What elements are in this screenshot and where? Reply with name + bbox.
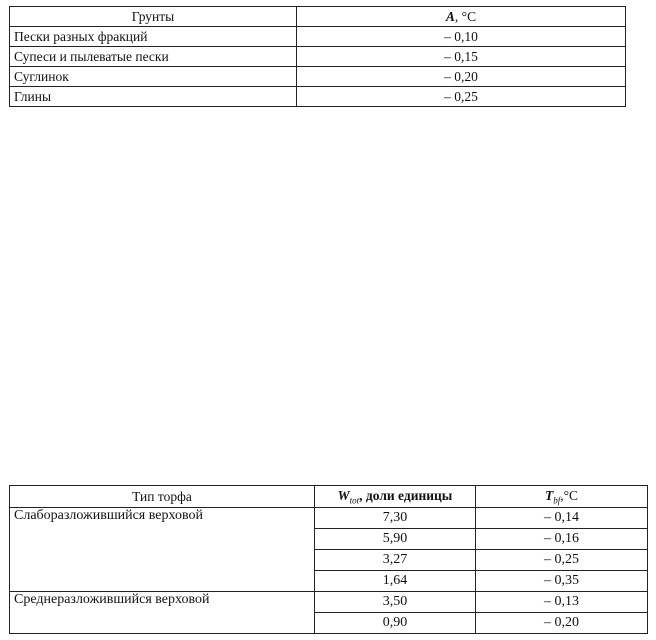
peat-t-value: – 0,25	[476, 550, 648, 571]
soil-value: – 0,25	[297, 87, 626, 107]
header-a	[297, 7, 626, 27]
table-header-row	[10, 7, 626, 27]
table-header-row	[10, 486, 648, 508]
peat-w-value: 0,90	[315, 613, 476, 634]
table-row	[10, 67, 626, 87]
header-t-subscript: bf	[553, 495, 561, 506]
header-peat-type: Тип торфа	[10, 486, 315, 508]
header-t-symbol: T	[544, 487, 554, 503]
soil-value: – 0,20	[297, 67, 626, 87]
header-soil: Грунты	[10, 7, 297, 27]
header-w-symbol: W	[337, 487, 350, 503]
table-row	[10, 47, 626, 67]
peat-t-value: – 0,35	[476, 571, 648, 592]
table-row	[10, 592, 648, 613]
peat-temperature-table	[9, 485, 648, 634]
peat-t-value: – 0,13	[476, 592, 648, 613]
peat-type: Среднеразложившийся верховой	[10, 592, 315, 634]
soil-value: – 0,15	[297, 47, 626, 67]
soil-name: Супеси и пылеватые пески	[10, 47, 297, 67]
peat-w-value: 7,30	[315, 508, 476, 529]
soil-name: Суглинок	[10, 67, 297, 87]
peat-type: Слаборазложившийся верховой	[10, 508, 315, 592]
header-w	[315, 486, 476, 508]
header-t	[476, 486, 648, 508]
header-a-unit: , °С	[454, 8, 477, 24]
soil-name: Пески разных фракций	[10, 27, 297, 47]
peat-t-value: – 0,14	[476, 508, 648, 529]
soil-temperature-table	[9, 6, 626, 107]
table-row	[10, 87, 626, 107]
header-t-unit: ,°С	[560, 487, 579, 503]
peat-w-value: 3,27	[315, 550, 476, 571]
table-row	[10, 27, 626, 47]
peat-w-value: 3,50	[315, 592, 476, 613]
peat-t-value: – 0,16	[476, 529, 648, 550]
peat-w-value: 5,90	[315, 529, 476, 550]
soil-value: – 0,10	[297, 27, 626, 47]
table-row	[10, 508, 648, 529]
header-a-symbol: A	[445, 8, 455, 24]
soil-name: Глины	[10, 87, 297, 107]
header-w-unit: , доли единицы	[359, 487, 453, 503]
peat-t-value: – 0,20	[476, 613, 648, 634]
peat-w-value: 1,64	[315, 571, 476, 592]
header-w-subscript: tot	[349, 495, 360, 506]
